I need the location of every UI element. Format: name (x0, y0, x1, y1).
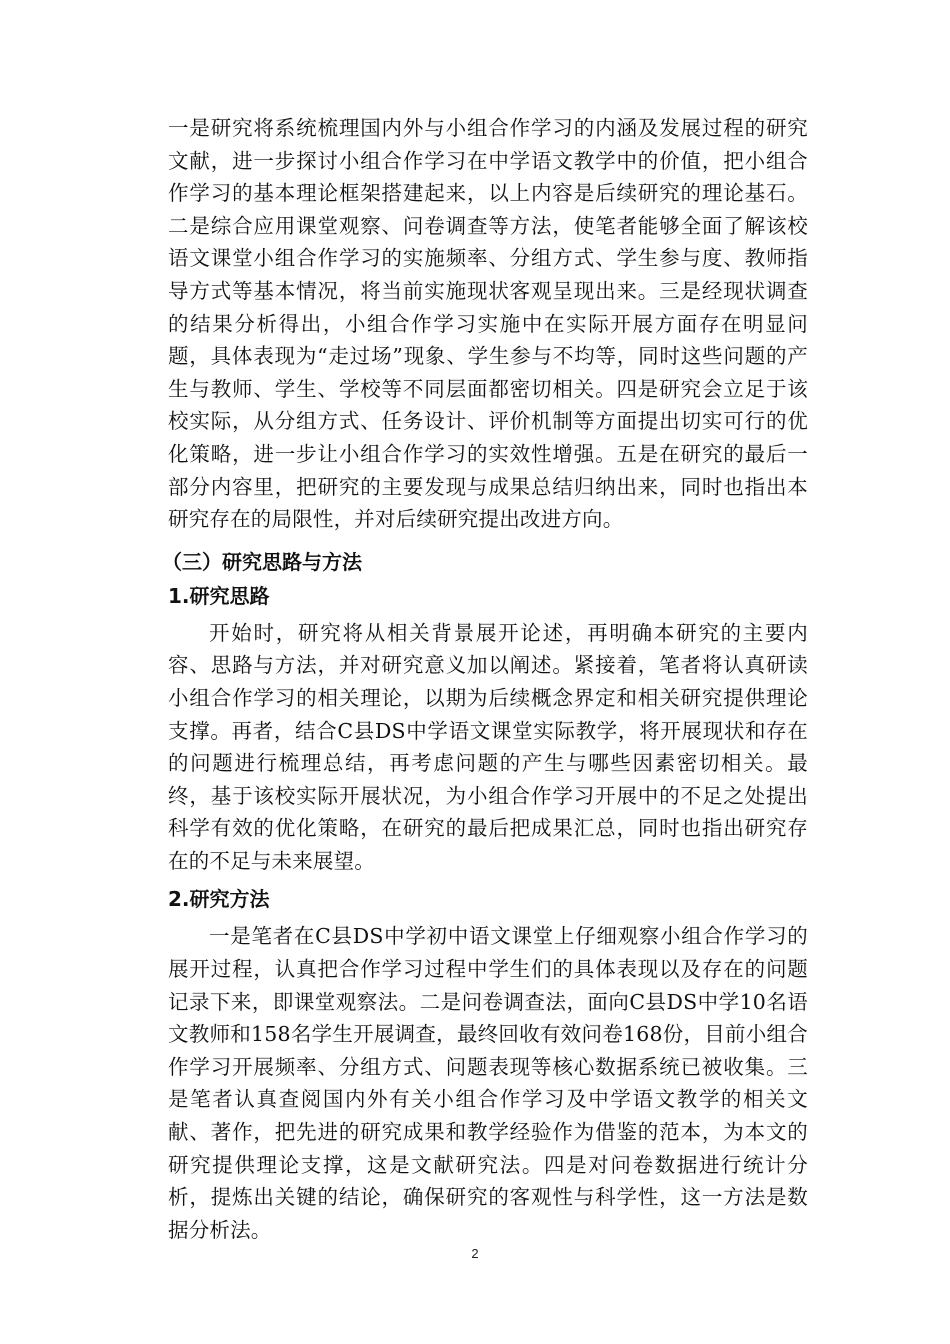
paragraph-research-content: 一是研究将系统梳理国内外与小组合作学习的内涵及发展过程的研究文献，进一步探讨小组合作学习在中学语文教学中的价值，把小组合作学习的基本理论框架搭建起来，以上内容是后续研究的理论基石。二是综合应用课堂观察、问卷调查等方法，使笔者能够全面了解该校语文课堂小组合作学习的实施频率、分组方式、学生参与度、教师指导方式等基本情况，将当前实施现状客观呈现出来。三是经现状调查的结果分析得出，小组合作学习实施中在实际开展方面存在明显问题，具体表现为“走过场”现象、学生参与不均等，同时这些问题的产生与教师、学生、学校等不同层面都密切相关。四是研究会立足于该校实际，从分组方式、任务设计、评价机制等方面提出切实可行的优化策略，进一步让小组合作学习的实效性增强。五是在研究的最后一部分内容里，把研究的主要发现与成果总结归纳出来，同时也指出本研究存在的局限性，并对后续研究提出改进方向。 (168, 116, 808, 532)
document-body (162, 112, 808, 1246)
page-number: 2 (471, 1246, 479, 1261)
subheading-research-methods: 2.研究方法 (168, 887, 270, 912)
section-heading: （三）研究思路与方法 (162, 549, 362, 574)
paragraph-research-methods: 一是笔者在C县DS中学初中语文课堂上仔细观察小组合作学习的展开过程，认真把合作学习过程中学生们的具体表现以及存在的问题记录下来，即课堂观察法。二是问卷调查法，面向C县DS中学10名语文教师和158名学生开展调查，最终回收有效问卷168份，目前小组合作学习开展频率、分组方式、问题表现等核心数据系统已被收集。三是笔者认真查阅国内外有关小组合作学习及中学语文教学的相关文献、著作，把先进的研究成果和教学经验作为借鉴的范本，为本文的研究提供理论支撑，这是文献研究法。四是对问卷数据进行统计分析，提炼出关键的结论，确保研究的客观性与科学性，这一方法是数据分析法。 (168, 924, 808, 1242)
paragraph-research-approach: 开始时，研究将从相关背景展开论述，再明确本研究的主要内容、思路与方法，并对研究意义加以阐述。紧接着，笔者将认真研读小组合作学习的相关理论，以期为后续概念界定和相关研究提供理论支撑。再者，结合C县DS中学语文课堂实际教学，将开展现状和存在的问题进行梳理总结，再考虑问题的产生与哪些因素密切相关。最终，基于该校实际开展状况，为小组合作学习开展中的不足之处提出科学有效的优化策略，在研究的最后把成果汇总，同时也指出研究存在的不足与未来展望。 (168, 620, 808, 873)
subheading-research-approach: 1.研究思路 (168, 583, 270, 608)
